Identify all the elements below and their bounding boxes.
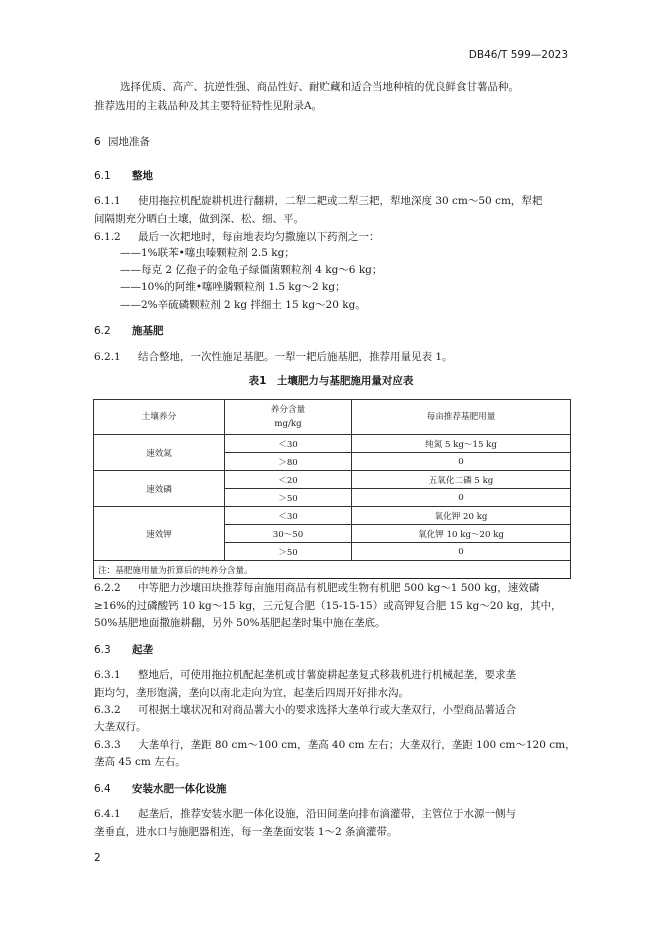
clause-text: 结合整地，一次性施足基肥。一犁一耙后施基肥，推荐用量见表 1。: [138, 351, 453, 363]
section-title: 园地准备: [108, 136, 150, 148]
clause-6-3-1-line-2: 距均匀，垄形饱满，垄向以南北走向为宜，起垄后四周开好排水沟。: [94, 687, 409, 699]
clause-number: 6.2.2: [94, 582, 121, 594]
clause-6-3-1-line-1: [94, 667, 516, 684]
clause-6-3-3-line-1: [94, 737, 576, 754]
clause-number: 6.2.1: [94, 351, 121, 363]
nutrient-name: 速效磷: [94, 471, 225, 507]
clause-number: 6.1.2: [94, 231, 121, 243]
clause-6-2-2-line-3: 50%基肥地面撒施耕翻，另外 50%基肥起垄时集中施在垄底。: [94, 617, 386, 629]
table-row: [94, 507, 571, 525]
clause-text: 使用拖拉机配旋耕机进行翻耕，二犁二耙或二犁三耙，犁地深度 30 cm～50 cm，犁耙: [138, 195, 543, 207]
list-item: ——2%辛硫磷颗粒剂 2 kg 拌细土 15 kg～20 kg。: [120, 299, 366, 311]
clause-text: 最后一次耙地时，每亩地表均匀撒施以下药剂之一：: [138, 231, 380, 243]
clause-number: 6.3.2: [94, 704, 121, 716]
section-title: 安装水肥一体化设施: [132, 783, 227, 795]
header-recommended-amount: 每亩推荐基肥用量: [352, 400, 571, 435]
section-6-heading: [94, 134, 150, 149]
clause-text: 可根据土壤状况和对商品薯大小的要求选择大垄单行或大垄双行，小型商品薯适合: [138, 704, 516, 716]
fertilizer-table: [93, 399, 571, 579]
clause-6-4-1-line-1: [94, 806, 516, 823]
section-title: 整地: [132, 170, 153, 182]
section-title: 施基肥: [132, 325, 164, 337]
intro-line-2: 推荐选用的主栽品种及其主要特征特性见附录A。: [94, 100, 323, 112]
amount-cell: 0: [352, 453, 571, 471]
section-number: 6.3: [94, 644, 111, 656]
clause-number: 6.3.1: [94, 669, 121, 681]
header-nutrient-content: [225, 400, 352, 435]
content-cell: ＞50: [225, 543, 352, 561]
clause-text: 整地后，可使用拖拉机配起垄机或甘薯旋耕起垄复式移栽机进行机械起垄，要求垄: [138, 669, 516, 681]
list-item: ——10%的阿维•噻唑膦颗粒剂 1.5 kg～2 kg；: [120, 281, 346, 293]
header-content-unit: mg/kg: [274, 419, 302, 429]
section-6-4-heading: [94, 781, 227, 796]
section-6-2-heading: [94, 323, 164, 338]
clause-6-4-1-line-2: 垄垂直，进水口与施肥器相连，每一垄垄面安装 1～2 条滴灌带。: [94, 826, 398, 838]
clause-number: 6.1.1: [94, 195, 121, 207]
table-1-caption: 表1 土壤肥力与基肥施用量对应表: [248, 375, 414, 387]
table-header-row: [94, 400, 571, 435]
amount-cell: 0: [352, 543, 571, 561]
section-title: 起垄: [132, 644, 153, 656]
clause-6-2-2-line-1: [94, 580, 539, 597]
table-note: 注：基肥施用量为折算后的纯养分含量。: [94, 561, 571, 579]
content-cell: ＜20: [225, 471, 352, 489]
clause-6-2-2-line-2: ≥16%的过磷酸钙 10 kg～15 kg，三元复合肥（15-15-15）或高钾复合肥 15 kg～20 kg，其中，: [94, 600, 562, 612]
clause-text: 中等肥力沙壤田块推荐每亩施用商品有机肥或生物有机肥 500 kg～1 500 kg，速效磷: [138, 582, 540, 594]
header-soil-nutrient: 土壤养分: [94, 400, 225, 435]
list-item: ——每克 2 亿孢子的金龟子绿僵菌颗粒剂 4 kg～6 kg；: [120, 264, 383, 276]
clause-number: 6.4.1: [94, 808, 121, 820]
content-cell: ＜30: [225, 435, 352, 453]
amount-cell: 纯氮 5 kg～15 kg: [352, 435, 571, 453]
clause-6-1-2: [94, 229, 380, 246]
clause-6-2-1: [94, 349, 453, 366]
page-number: 2: [94, 852, 101, 864]
amount-cell: 0: [352, 489, 571, 507]
nutrient-name: 速效钾: [94, 507, 225, 561]
section-number: 6.4: [94, 783, 111, 795]
clause-number: 6.3.3: [94, 739, 121, 751]
document-id-header: DB46/T 599—2023: [468, 49, 568, 61]
clause-6-3-3-line-2: 垄高 45 cm 左右。: [94, 756, 186, 768]
table-row: [94, 435, 571, 453]
table-note-row: [94, 561, 571, 579]
header-content-label: 养分含量: [270, 405, 306, 415]
section-number: 6.1: [94, 170, 111, 182]
list-item: ——1%联苯•噻虫嗪颗粒剂 2.5 kg；: [120, 247, 295, 259]
nutrient-name: 速效氮: [94, 435, 225, 471]
section-6-3-heading: [94, 642, 153, 657]
content-cell: ＜30: [225, 507, 352, 525]
amount-cell: 五氧化二磷 5 kg: [352, 471, 571, 489]
clause-text: 起垄后，推荐安装水肥一体化设施，沿田间垄向排布滴灌带，主管位于水源一侧与: [138, 808, 516, 820]
clause-text: 大垄单行，垄距 80 cm～100 cm，垄高 40 cm 左右；大垄双行，垄距 100 cm～120 cm，: [138, 739, 576, 751]
clause-6-1-1-line-2: 间隔期充分晒白土壤，做到深、松、细、平。: [94, 213, 304, 225]
section-number: 6.2: [94, 325, 111, 337]
clause-6-1-1-line-1: [94, 193, 542, 210]
amount-cell: 氧化钾 10 kg～20 kg: [352, 525, 571, 543]
clause-6-3-2-line-1: [94, 702, 516, 719]
content-cell: ＞80: [225, 453, 352, 471]
amount-cell: 氧化钾 20 kg: [352, 507, 571, 525]
section-6-1-heading: [94, 168, 153, 183]
table-row: [94, 471, 571, 489]
intro-line-1: 选择优质、高产、抗逆性强、商品性好、耐贮藏和适合当地种植的优良鲜食甘薯品种。: [120, 81, 519, 93]
section-number: 6: [94, 136, 101, 148]
content-cell: 30～50: [225, 525, 352, 543]
clause-6-3-2-line-2: 大垄双行。: [94, 721, 147, 733]
content-cell: ＞50: [225, 489, 352, 507]
